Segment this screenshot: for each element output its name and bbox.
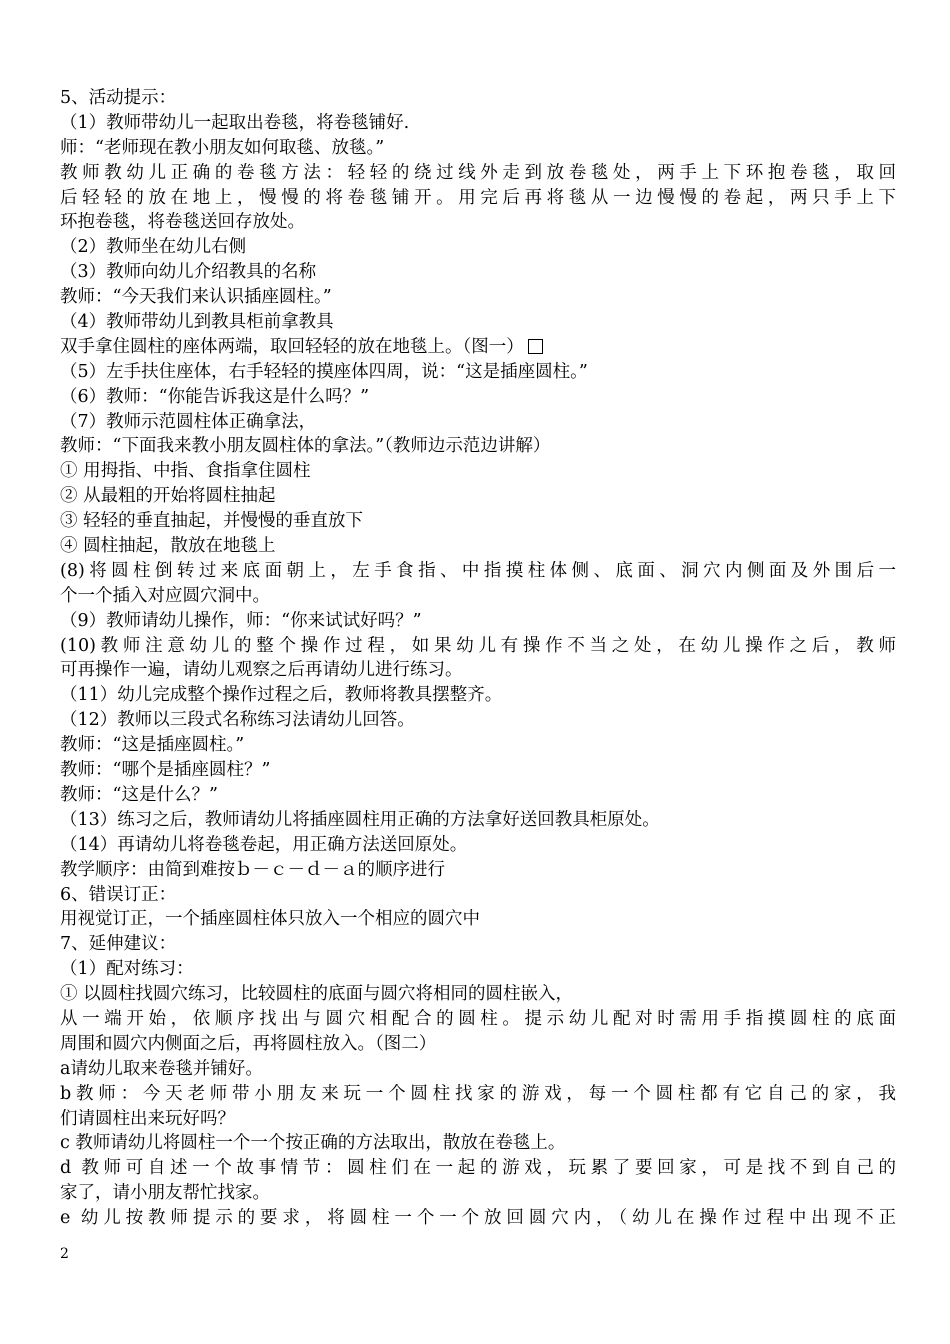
text-line: 从一端开始，依顺序找出与圆穴相配合的圆柱。提示幼儿配对时需用手指摸圆柱的底面 (60, 1008, 896, 1029)
text-line: （7）教师示范圆柱体正确拿法， (60, 411, 317, 432)
text-line: 教师：“这是插座圆柱。” (60, 735, 245, 756)
text-line: （14）再请幼儿将卷毯卷起，用正确方法送回原处。 (60, 834, 468, 855)
text-line: b教师：今天老师带小朋友来玩一个圆柱找家的游戏，每一个圆柱都有它自己的家，我 (60, 1083, 896, 1104)
text-line: ② 从最粗的开始将圆柱抽起 (60, 486, 276, 507)
text-line: d 教师可自述一个故事情节：圆柱们在一起的游戏，玩累了要回家，可是找不到自己的 (60, 1158, 896, 1179)
text-line: 可再操作一遍，请幼儿观察之后再请幼儿进行练习。 (60, 660, 463, 681)
text-line: （12）教师以三段式名称练习法请幼儿回答。 (60, 710, 415, 731)
section-heading: 6、错误订正： (60, 884, 177, 905)
text-line: (10)教师注意幼儿的整个操作过程，如果幼儿有操作不当之处，在幼儿操作之后，教师 (60, 635, 896, 656)
text-line: 教学顺序：由简到难按ｂ－ｃ－ｄ－ａ的顺序进行 (60, 859, 445, 880)
text-line: 教师：“这是什么？” (60, 784, 218, 805)
text-line: （3）教师向幼儿介绍教具的名称 (60, 262, 317, 283)
text-line: ③ 轻轻的垂直抽起，并慢慢的垂直放下 (60, 511, 364, 532)
text-line: （13）练习之后，教师请幼儿将插座圆柱用正确的方法拿好送回教具柜原处。 (60, 809, 660, 830)
text-line: ① 以圆柱找圆穴练习，比较圆柱的底面与圆穴将相同的圆柱嵌入， (60, 984, 574, 1005)
text-line: （4）教师带幼儿到教具柜前拿教具 (60, 312, 334, 333)
text-line: （11）幼儿完成整个操作过程之后，教师将教具摆整齐。 (60, 685, 503, 706)
text-line: （1）教师带幼儿一起取出卷毯，将卷毯铺好. (60, 112, 410, 133)
document-body (60, 86, 896, 1231)
text-line: ④ 圆柱抽起，散放在地毯上 (60, 536, 276, 557)
page-number: 2 (60, 1246, 69, 1262)
text-line: （5）左手扶住座体，右手轻轻的摸座体四周，说：“这是插座圆柱。” (60, 361, 588, 382)
text-line: 环抱卷毯，将卷毯送回存放处。 (60, 212, 305, 233)
text-line: 个一个插入对应圆穴洞中。 (60, 585, 270, 606)
text-line: 教师：“下面我来教小朋友圆柱体的拿法。”（教师边示范边讲解） (60, 436, 551, 457)
text-line: （2）教师坐在幼儿右侧 (60, 237, 247, 258)
text-line-with-box (60, 335, 896, 360)
section-heading: 7、延伸建议： (60, 934, 177, 955)
text-line: 教师：“今天我们来认识插座圆柱。” (60, 287, 332, 308)
text-line: 后轻轻的放在地上，慢慢的将卷毯铺开。用完后再将毯从一边慢慢的卷起，两只手上下 (60, 187, 896, 208)
text-line: c 教师请幼儿将圆柱一个一个按正确的方法取出，散放在卷毯上。 (60, 1133, 566, 1154)
text-line: 5、活动提示： (60, 88, 177, 108)
text-line: 教师：“哪个是插座圆柱？” (60, 760, 271, 781)
text-line: 双手拿住圆柱的座体两端，取回轻轻的放在地毯上。（图一） (60, 336, 524, 357)
text-line: e 幼儿按教师提示的要求，将圆柱一个一个放回圆穴内，（幼儿在操作过程中出现不正 (60, 1208, 896, 1229)
text-line: 家了，请小朋友帮忙找家。 (60, 1183, 270, 1204)
text-line: 教师教幼儿正确的卷毯方法：轻轻的绕过线外走到放卷毯处，两手上下环抱卷毯，取回 (60, 162, 896, 183)
text-line: a请幼儿取来卷毯并铺好。 (60, 1058, 263, 1079)
text-line: (8)将圆柱倒转过来底面朝上，左手食指、中指摸柱体侧、底面、洞穴内侧面及外围后一 (60, 560, 896, 581)
text-line: 用视觉订正，一个插座圆柱体只放入一个相应的圆穴中 (60, 909, 480, 930)
checkbox-square-icon (528, 339, 543, 354)
text-line: 师：“老师现在教小朋友如何取毯、放毯。” (60, 137, 385, 158)
text-line: （9）教师请幼儿操作，师：“你来试试好吗？” (60, 610, 422, 631)
text-line: 周围和圆穴内侧面之后，再将圆柱放入。（图二） (60, 1033, 437, 1054)
text-line: ① 用拇指、中指、食指拿住圆柱 (60, 461, 311, 482)
text-line: （1）配对练习： (60, 959, 194, 980)
text-line: （6）教师：“你能告诉我这是什么吗？” (60, 386, 370, 407)
text-line: 们请圆柱出来玩好吗？ (60, 1108, 235, 1129)
